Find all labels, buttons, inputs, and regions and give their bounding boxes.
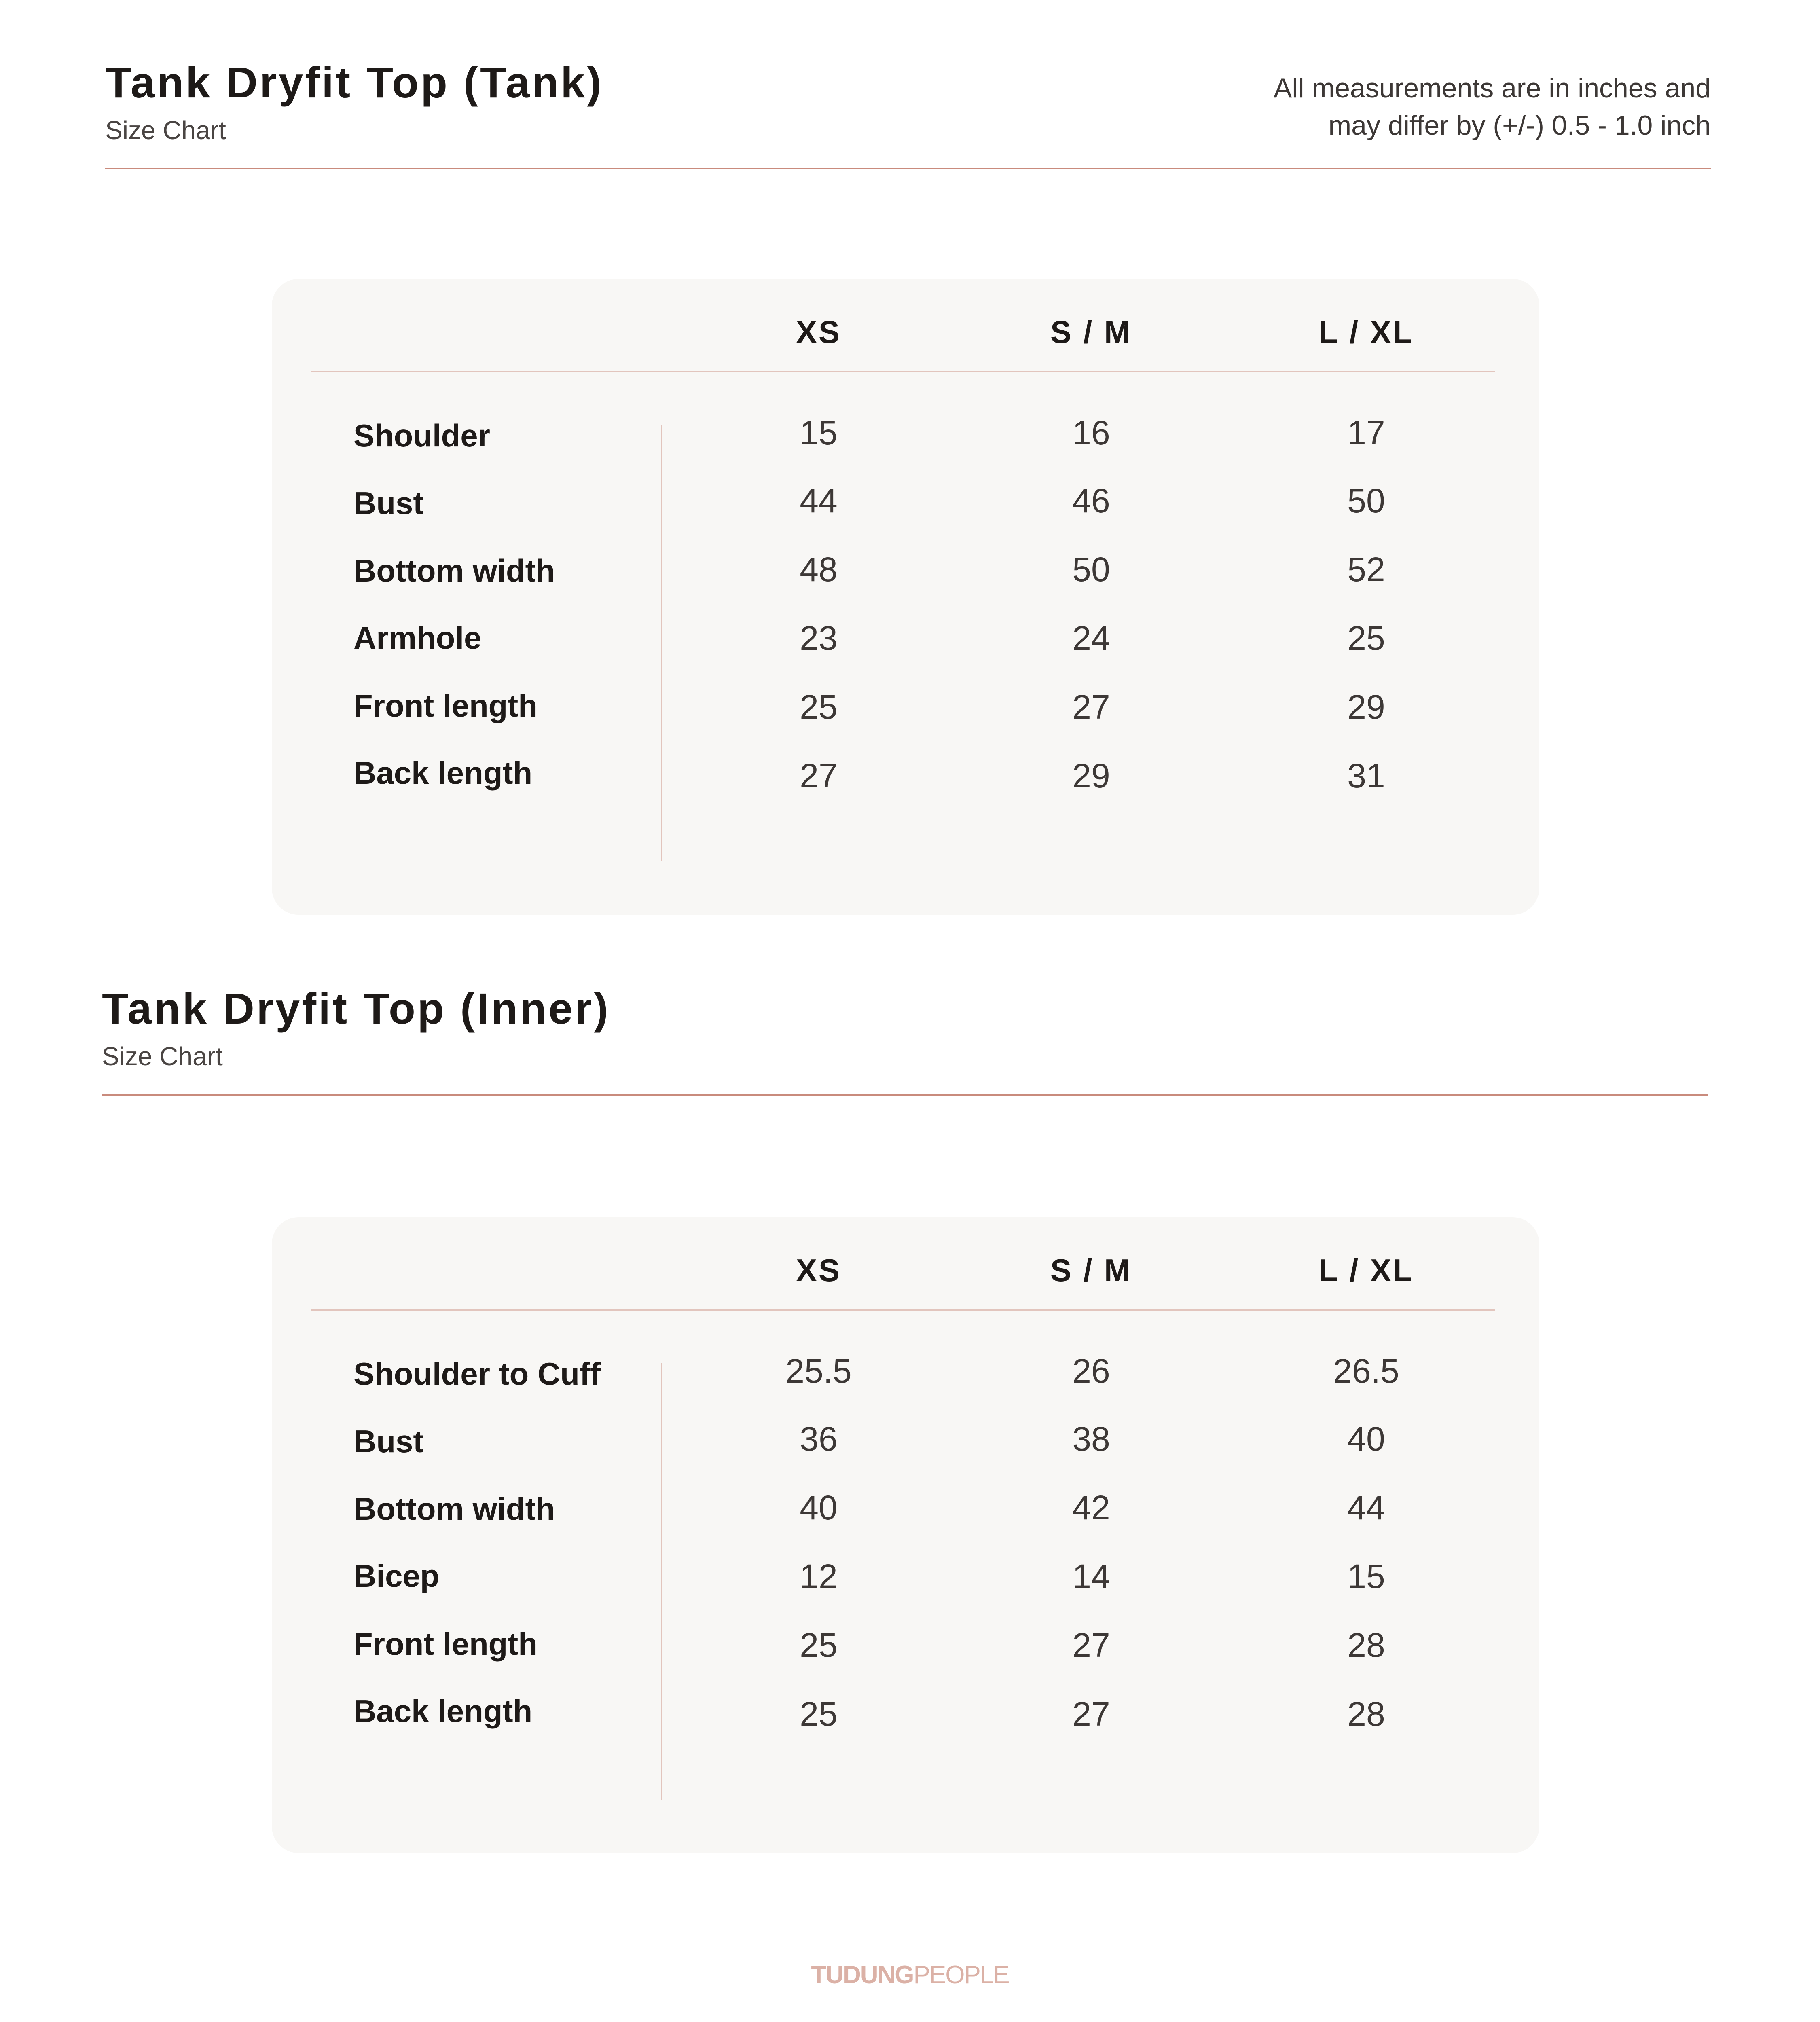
table-cell: 15	[1347, 1557, 1385, 1595]
table-cell: 25	[800, 1626, 838, 1664]
row-label: Bottom width	[353, 1491, 555, 1527]
table-cell: 44	[1347, 1489, 1385, 1527]
brand-logo-part-2: PEOPLE	[913, 1961, 1009, 1989]
row-label: Bottom width	[353, 553, 555, 588]
table-cell: 26.5	[1333, 1352, 1399, 1390]
row-label: Back length	[353, 755, 533, 791]
section-subtitle: Size Chart	[102, 1042, 223, 1071]
row-label: Armhole	[353, 620, 482, 656]
measurement-note-line-2: may differ by (+/-) 0.5 - 1.0 inch	[1328, 110, 1711, 141]
column-header-l-xl: L / XL	[1318, 1252, 1414, 1288]
brand-logo	[0, 1961, 1820, 1989]
table-cell: 25.5	[785, 1352, 852, 1390]
header-divider	[102, 1094, 1708, 1096]
table-header-divider	[311, 371, 1495, 372]
table-cell: 27	[1072, 1695, 1110, 1733]
section-title: Tank Dryfit Top (Inner)	[102, 984, 610, 1033]
row-label: Shoulder to Cuff	[353, 1356, 601, 1392]
column-header-xs: XS	[796, 1252, 842, 1288]
measurement-note-line-1: All measurements are in inches and	[1274, 73, 1711, 104]
row-label: Bust	[353, 1423, 424, 1459]
table-cell: 36	[800, 1420, 838, 1458]
table-cell: 38	[1072, 1420, 1110, 1458]
row-label: Front length	[353, 1626, 538, 1662]
size-chart-table-inner	[272, 1217, 1539, 1853]
table-cell: 25	[1347, 619, 1385, 657]
table-header-divider	[311, 1309, 1495, 1311]
column-header-s-m: S / M	[1050, 314, 1132, 350]
column-header-xs: XS	[796, 314, 842, 350]
table-cell: 29	[1347, 688, 1385, 726]
table-cell: 46	[1072, 482, 1110, 520]
table-cell: 27	[1072, 688, 1110, 726]
section-header-tank	[105, 58, 1711, 172]
table-cell: 50	[1347, 482, 1385, 520]
table-cell: 50	[1072, 550, 1110, 588]
column-header-l-xl: L / XL	[1318, 314, 1414, 350]
measurement-note	[1274, 70, 1711, 144]
table-cell: 42	[1072, 1489, 1110, 1527]
column-header-s-m: S / M	[1050, 1252, 1132, 1288]
table-cell: 12	[800, 1557, 838, 1595]
table-cell: 48	[800, 550, 838, 588]
table-cell: 23	[800, 619, 838, 657]
label-column-divider	[661, 425, 662, 861]
table-cell: 44	[800, 482, 838, 520]
table-cell: 14	[1072, 1557, 1110, 1595]
table-cell: 24	[1072, 619, 1110, 657]
table-cell: 15	[800, 414, 838, 452]
section-title: Tank Dryfit Top (Tank)	[105, 58, 603, 107]
row-label: Bust	[353, 485, 424, 521]
table-cell: 27	[800, 757, 838, 795]
size-chart-table-tank	[272, 279, 1539, 915]
label-column-divider	[661, 1363, 662, 1800]
row-label: Bicep	[353, 1558, 440, 1594]
brand-logo-part-1: TUDUNG	[811, 1961, 914, 1989]
table-cell: 40	[800, 1489, 838, 1527]
table-cell: 16	[1072, 414, 1110, 452]
row-label: Front length	[353, 688, 538, 723]
table-cell: 52	[1347, 550, 1385, 588]
table-cell: 28	[1347, 1626, 1385, 1664]
table-cell: 25	[800, 688, 838, 726]
table-cell: 29	[1072, 757, 1110, 795]
table-cell: 25	[800, 1695, 838, 1733]
section-subtitle: Size Chart	[105, 116, 226, 145]
table-cell: 31	[1347, 757, 1385, 795]
table-cell: 26	[1072, 1352, 1110, 1390]
table-cell: 40	[1347, 1420, 1385, 1458]
table-cell: 28	[1347, 1695, 1385, 1733]
row-label: Shoulder	[353, 418, 491, 453]
section-header-inner	[102, 984, 1708, 1098]
row-label: Back length	[353, 1693, 533, 1729]
header-divider	[105, 168, 1711, 169]
table-cell: 17	[1347, 414, 1385, 452]
table-cell: 27	[1072, 1626, 1110, 1664]
